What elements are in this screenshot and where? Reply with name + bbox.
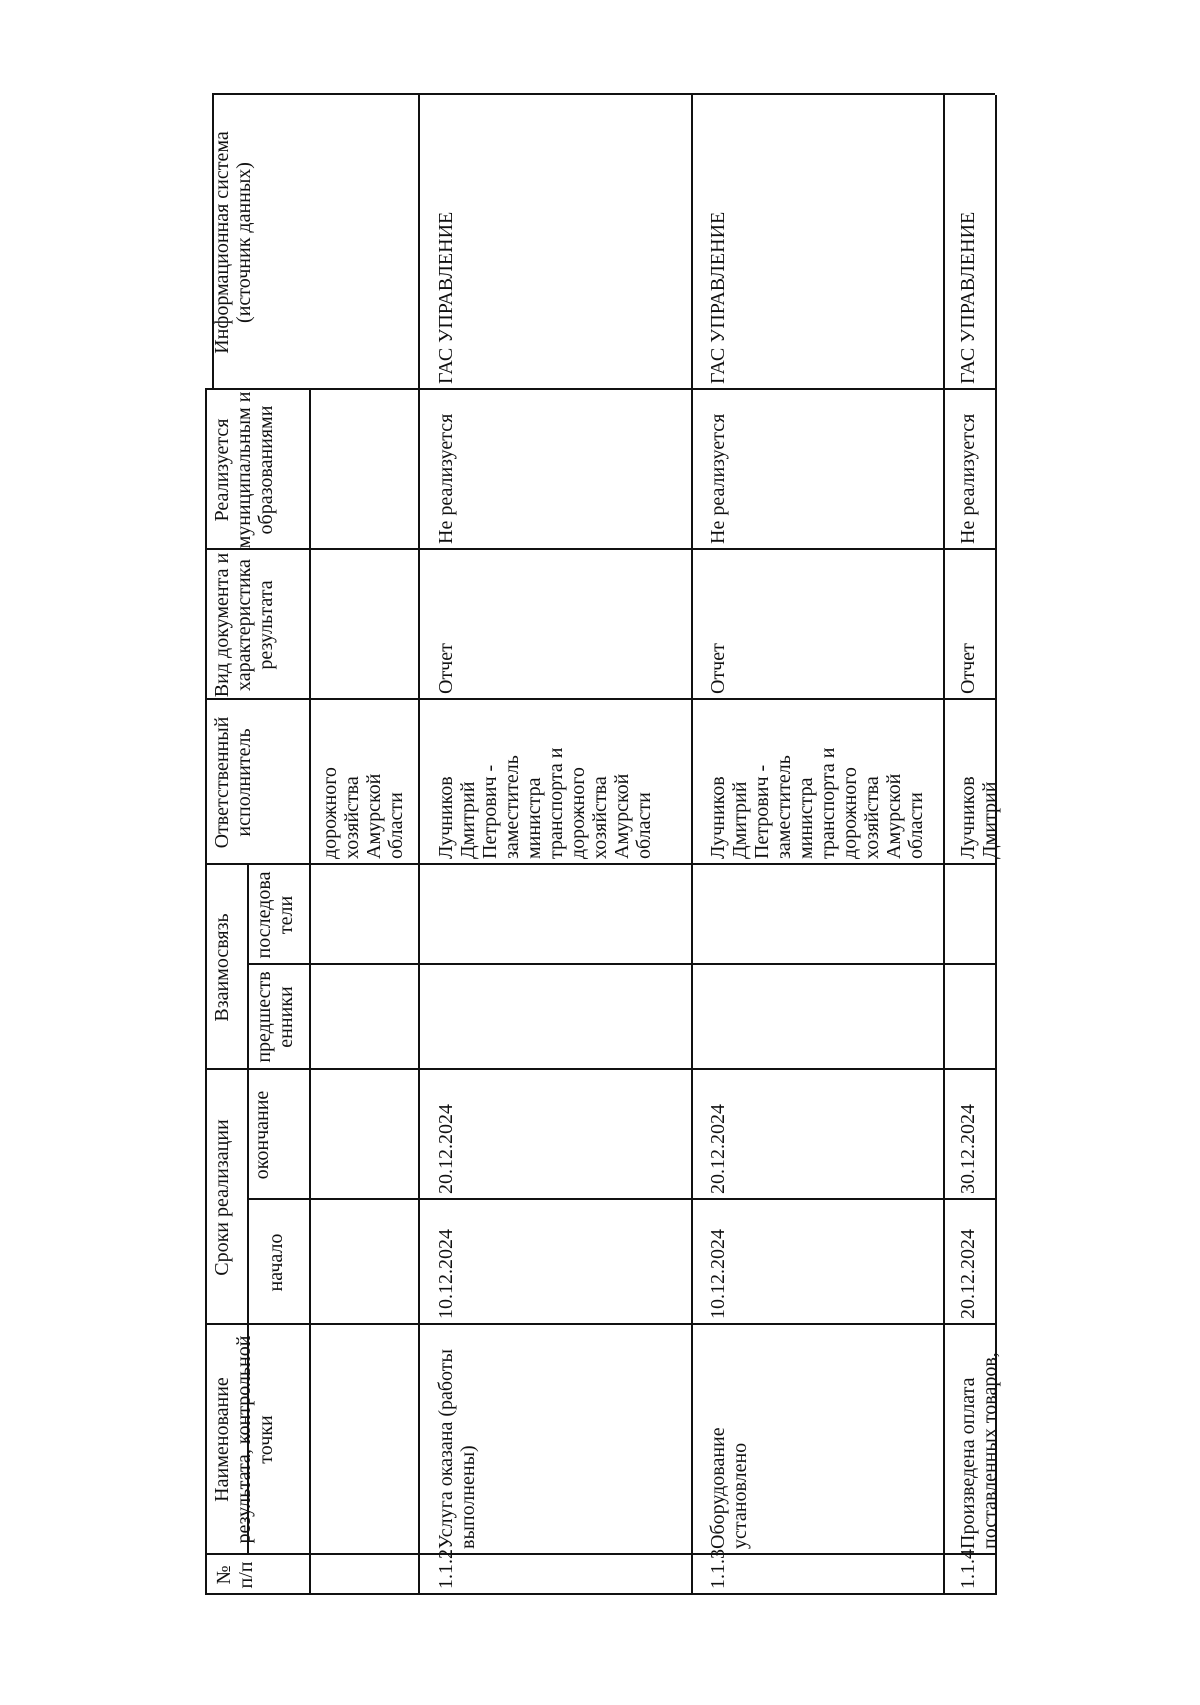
row-num: 1.1.3 [707,1549,729,1589]
continuation-executor: дорожного хозяйства Амурской области [319,767,407,859]
row-name: Услуга оказана (работы выполнены) [435,1349,479,1549]
header-info-system: Информационная система (источник данных) [211,131,255,354]
row-doc: Отчет [957,643,979,694]
row-info: ГАС УПРАВЛЕНИЕ [707,211,729,384]
rule [205,390,207,1595]
row-doc: Отчет [435,643,457,694]
row-end: 20.12.2024 [435,1104,457,1194]
header-num: № п/п [213,1561,257,1589]
row-info: ГАС УПРАВЛЕНИЕ [957,211,979,384]
rule [212,93,995,95]
rule [309,390,311,1595]
header-name: Наименование результата, контрольной точки [211,1335,277,1544]
rule [247,1198,995,1200]
header-successors: последова тели [253,871,297,959]
row-start: 10.12.2024 [707,1229,729,1319]
rule [205,1068,995,1070]
rule [247,963,995,965]
row-executor: Лучников Дмитрий Петрович - заместитель министра транспорта и дорожного хозяйства Амурской области [435,747,655,859]
header-terms: Сроки реализации [211,1119,233,1276]
row-end: 20.12.2024 [707,1104,729,1194]
header-municipal: Реализуется муниципальным и образованиями [211,391,277,549]
rule [205,1323,995,1325]
row-municipal: Не реализуется [707,413,729,544]
row-municipal: Не реализуется [957,413,979,544]
row-info: ГАС УПРАВЛЕНИЕ [435,211,457,384]
rotated-table [205,95,1067,1595]
row-name: Произведена оплата поставленных товаров, [957,1352,1001,1549]
rule [943,95,945,1595]
header-end: окончание [251,1090,273,1180]
row-name: Оборудование установлено [707,1427,751,1549]
rule [205,388,995,390]
row-executor: Лучников Дмитрий [957,776,1001,859]
rule [205,548,995,550]
rule [205,1593,995,1595]
header-predecessors: предшеств енники [253,971,297,1063]
row-end: 30.12.2024 [957,1104,979,1194]
row-doc: Отчет [707,643,729,694]
header-relation: Взаимосвязь [211,913,233,1022]
rule [205,1553,995,1555]
header-start: начало [265,1233,287,1292]
rule [205,698,995,700]
rule [691,95,693,1595]
row-executor: Лучников Дмитрий Петрович - заместитель министра транспорта и дорожного хозяйства Амурской области [707,747,927,859]
row-start: 20.12.2024 [957,1229,979,1319]
row-num: 1.1.4 [957,1549,979,1589]
header-executor: Ответственный исполнитель [211,716,255,849]
row-municipal: Не реализуется [435,413,457,544]
header-doc-type: Вид документа и характеристика результата [211,552,277,698]
row-num: 1.1.2 [435,1549,457,1589]
row-start: 10.12.2024 [435,1229,457,1319]
rule [418,95,420,1595]
